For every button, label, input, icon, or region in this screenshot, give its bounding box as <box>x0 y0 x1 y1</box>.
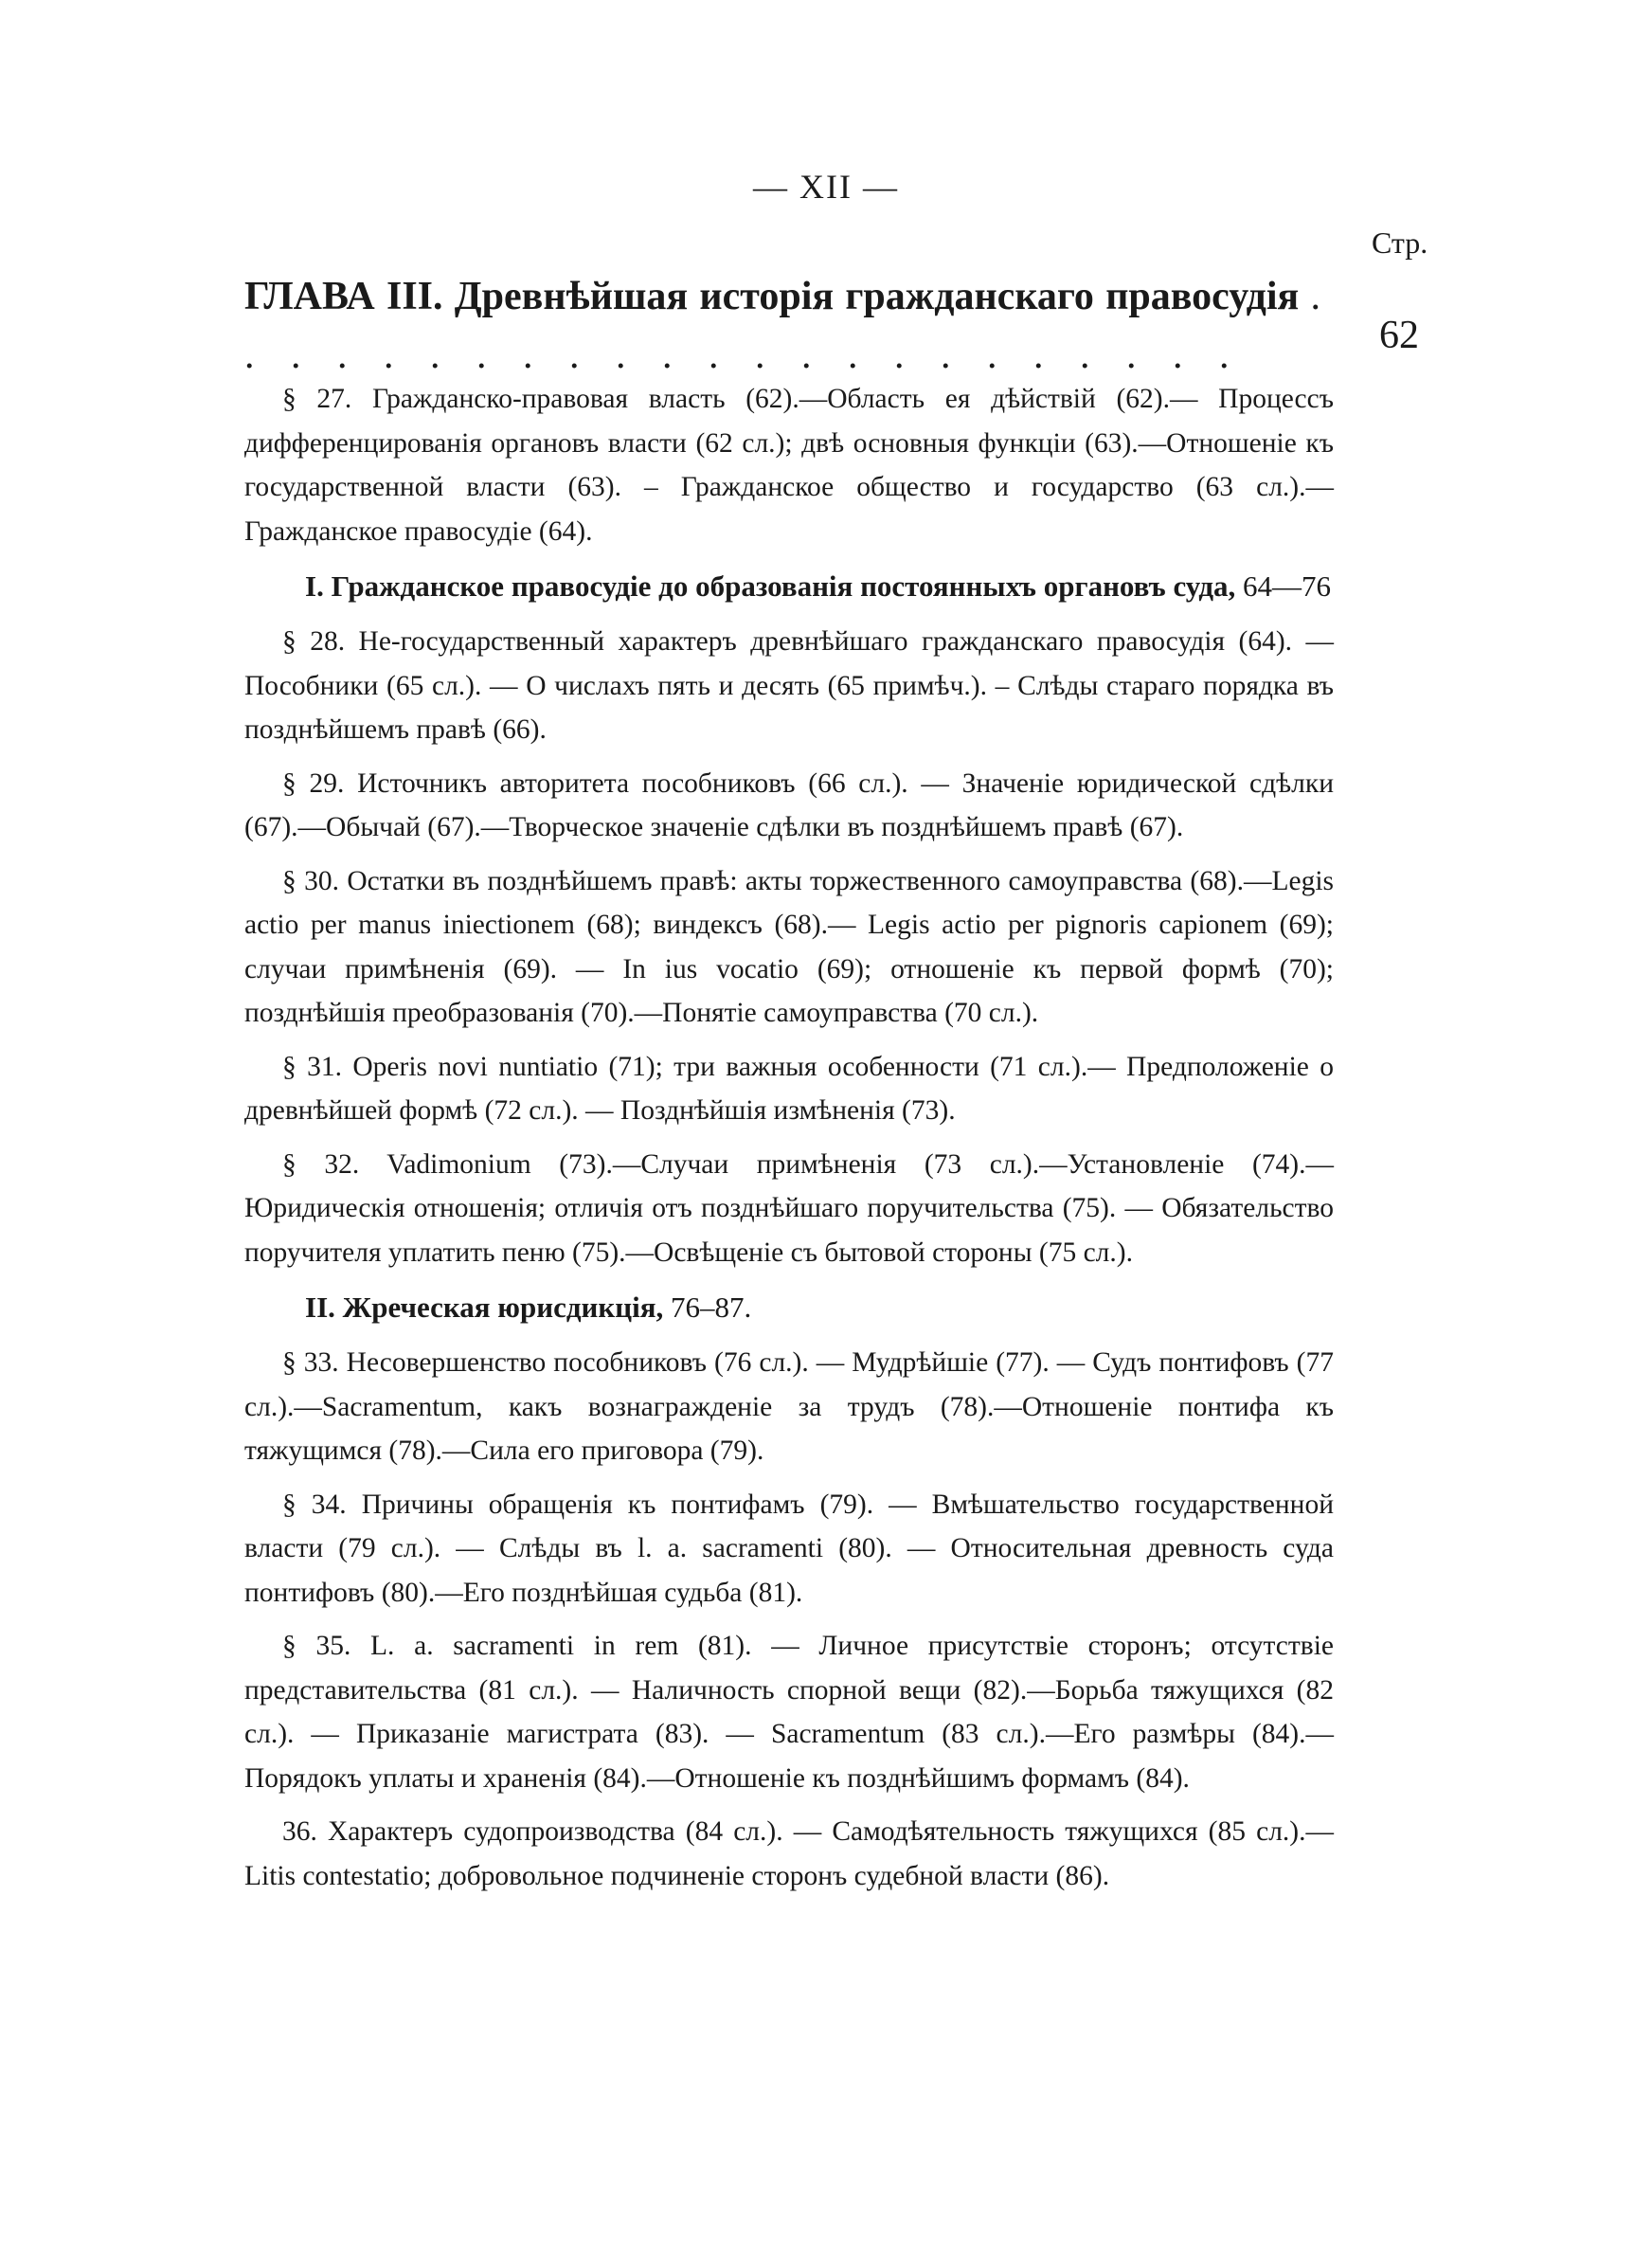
section-paragraph: § 32. Vadimonium (73).—Случаи примѣненія (73 сл.).—Установленіе (74).—Юридическія отношенія; отличія отъ позднѣйшаго поручительства (75). — Обязательство поручителя уплатить пеню (75).—Освѣщеніе съ бытовой стороны (75 сл.). <box>244 1148 1334 1268</box>
section-paragraph: § 27. Гражданско-правовая власть (62).—Область ея дѣйствій (62).— Процессъ дифференцированія органовъ власти (62 сл.); двѣ основныя функціи (63).—Отношеніе къ государственной власти (63). – Гражданское общество и государство (63 сл.).—Гражданское правосудіе (64). <box>244 384 1334 547</box>
chapter-heading <box>244 267 1334 385</box>
section-paragraph: § 28. Не-государственный характеръ древнѣйшаго гражданскаго правосудія (64). — Пособники (65 сл.). — О числахъ пять и десять (65 примѣч.). – Слѣды стараго порядка въ позднѣйшемъ правѣ (66). <box>244 626 1334 745</box>
section-paragraph: § 30. Остатки въ позднѣйшемъ правѣ: акты торжественного самоуправства (68).—Legis actio per manus iniectionem (68); виндексъ (68).— Legis actio per pignoris capionem (69); случаи примѣненія (69). — In ius vocatio (69); отношеніе къ первой формѣ (70); позднѣйшія преобразованія (70).—Понятіе самоуправства (70 сл.). <box>244 865 1334 1028</box>
subsection-title: I. Гражданское правосудіе до образованія постоянныхъ органовъ суда, <box>305 569 1236 603</box>
subsection-title: II. Жреческая юрисдикція, <box>305 1291 664 1324</box>
chapter-page-number: 62 <box>1379 314 1419 357</box>
subsection-heading <box>244 1284 1334 1331</box>
chapter-leaders: . . . . . . . . . . . . . . . . . . . . . . . <box>244 275 1335 377</box>
subsection-heading <box>244 563 1334 610</box>
section-paragraph: § 35. L. a. sacramenti in rem (81). — Личное присутствіе сторонъ; отсутствіе представительства (81 сл.). — Наличность спорной вещи (82).—Борьба тяжущихся (82 сл.). — Приказаніе магистрата (83). — Sacramentum (83 сл.).—Его размѣры (84).—Порядокъ уплаты и храненія (84).—Отношеніе къ позднѣйшимъ формамъ (84). <box>244 1631 1334 1794</box>
body-text <box>244 377 1334 1907</box>
page-column-label: Стр. <box>1372 226 1428 260</box>
section-paragraph: 36. Характеръ судопроизводства (84 сл.). — Самодѣятельность тяжущихся (85 сл.).—Litis contestatio; добровольное подчиненіе сторонъ судебной власти (86). <box>244 1816 1334 1891</box>
subsection-page-range: 64—76 <box>1243 569 1332 603</box>
section-paragraph: § 31. Operis novi nuntiatio (71); три важныя особенности (71 сл.).— Предположеніе о древнѣйшей формѣ (72 сл.). — Позднѣйшія измѣненія (73). <box>244 1051 1334 1126</box>
section-paragraph: § 33. Несовершенство пособниковъ (76 сл.). — Мудрѣйшіе (77). — Судъ понтифовъ (77 сл.).—Sacramentum, какъ вознагражденіе за трудъ (78).—Отношеніе понтифа къ тяжущимся (78).—Сила его приговора (79). <box>244 1347 1334 1466</box>
chapter-title: ГЛАВА III. Древнѣйшая исторія гражданскаго правосудія <box>244 275 1300 318</box>
subsection-page-range: 76–87. <box>671 1291 752 1324</box>
running-head: — XII — <box>753 168 899 206</box>
section-paragraph: § 29. Источникъ авторитета пособниковъ (66 сл.). — Значеніе юридической сдѣлки (67).—Обычай (67).—Творческое значеніе сдѣлки въ позднѣйшемъ правѣ (67). <box>244 767 1334 842</box>
section-paragraph: § 34. Причины обращенія къ понтифамъ (79). — Вмѣшательство государственной власти (79 сл.). — Слѣды въ l. a. sacramenti (80). — Относительная древность суда понтифовъ (80).—Его позднѣйшая судьба (81). <box>244 1489 1334 1608</box>
